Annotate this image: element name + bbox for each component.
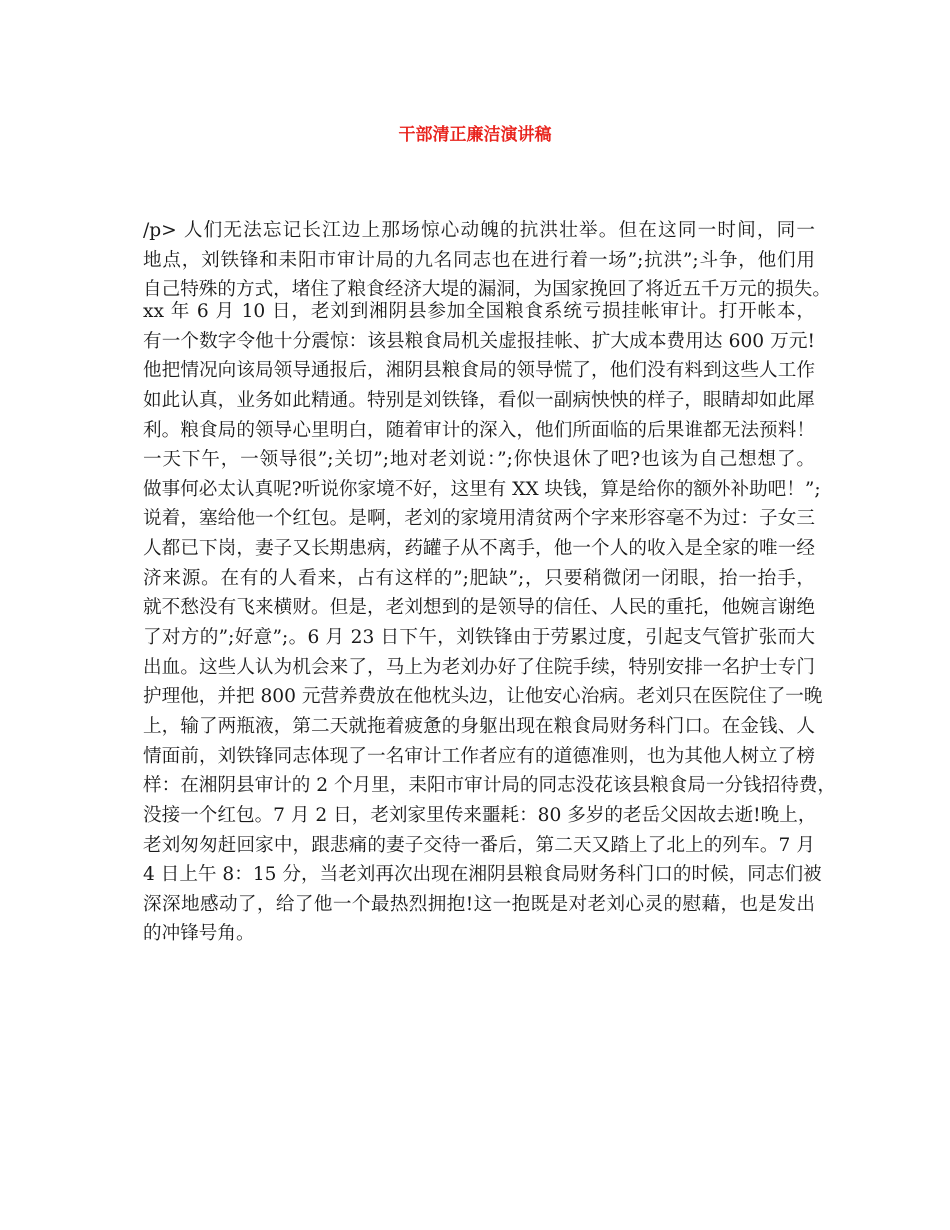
text-line: 4 日上午 8：15 分，当老刘再次出现在湘阴县粮食局财务科门口的时候，同志们被 <box>143 864 822 886</box>
text-line: 利。粮食局的领导心里明白，随着审计的深入，他们所面临的后果谁都无法预料！ <box>143 419 815 441</box>
paragraph-2 <box>143 297 837 949</box>
text-line: 地点，刘铁锋和耒阳市审计局的九名同志也在进行着一场”;抗洪”;斗争，他们用 <box>143 249 815 271</box>
paragraph-1 <box>143 216 831 305</box>
text-line: 没接一个红包。7 月 2 日，老刘家里传来噩耗：80 多岁的老岳父因故去逝!晚上， <box>143 804 817 826</box>
text-line: 他把情况向该局领导通报后，湘阴县粮食局的领导慌了，他们没有料到这些人工作 <box>143 360 815 382</box>
text-line: 深深地感动了，给了他一个最热烈拥抱!这一抱既是对老刘心灵的慰藉，也是发出 <box>143 893 815 915</box>
text-line: 情面前，刘铁锋同志体现了一名审计工作者应有的道德准则，也为其他人树立了榜 <box>143 745 815 767</box>
text-line: xx 年 6 月 10 日，老刘到湘阴县参加全国粮食系统亏损挂帐审计。打开帐本， <box>143 301 815 322</box>
text-line: 济来源。在有的人看来，占有这样的”;肥缺”;，只要稍微闭一闭眼，抬一抬手， <box>143 567 815 589</box>
text-line: 一天下午，一领导很”;关切”;地对老刘说：”;你快退休了吧?也该为自己想想了。 <box>143 449 815 471</box>
text-line: 老刘匆匆赶回家中，跟悲痛的妻子交待一番后，第二天又踏上了北上的列车。7 月 <box>143 834 815 856</box>
text-line: 做事何必太认真呢?听说你家境不好，这里有 XX 块钱，算是给你的额外补助吧！”; <box>143 478 821 500</box>
text-line: 有一个数字令他十分震惊：该县粮食局机关虚报挂帐、扩大成本费用达 600 万元! <box>143 330 815 352</box>
text-line: 如此认真，业务如此精通。特别是刘铁锋，看似一副病怏怏的样子，眼睛却如此犀 <box>143 389 815 411</box>
document-title: 干部清正廉洁演讲稿 <box>398 125 552 145</box>
text-line: 自己特殊的方式，堵住了粮食经济大堤的漏洞，为国家挽回了将近五千万元的损失。 <box>143 279 831 301</box>
text-line: 说着，塞给他一个红包。是啊，老刘的家境用清贫两个字来形容毫不为过：子女三 <box>143 508 815 530</box>
text-line: 护理他，并把 800 元营养费放在他枕头边，让他安心治病。老刘只在医院住了一晚 <box>143 686 823 708</box>
text-line: 人都已下岗，妻子又长期患病，药罐子从不离手，他一个人的收入是全家的唯一经 <box>143 538 815 560</box>
text-line: 上，输了两瓶液，第二天就拖着疲惫的身躯出现在粮食局财务科门口。在金钱、人 <box>143 715 815 737</box>
text-line: 样：在湘阴县审计的 2 个月里，耒阳市审计局的同志没花该县粮食局一分钱招待费， <box>143 775 837 797</box>
text-line: /p> 人们无法忘记长江边上那场惊心动魄的抗洪壮举。但在这同一时间，同一 <box>143 220 815 241</box>
text-line: 出血。这些人认为机会来了，马上为老刘办好了住院手续，特别安排一名护士专门 <box>143 656 815 678</box>
text-line: 的冲锋号角。 <box>143 923 255 945</box>
text-line: 了对方的”;好意”;。6 月 23 日下午，刘铁锋由于劳累过度，引起支气管扩张而大 <box>143 627 815 649</box>
text-line: 就不愁没有飞来横财。但是，老刘想到的是领导的信任、人民的重托，他婉言谢绝 <box>143 597 815 619</box>
